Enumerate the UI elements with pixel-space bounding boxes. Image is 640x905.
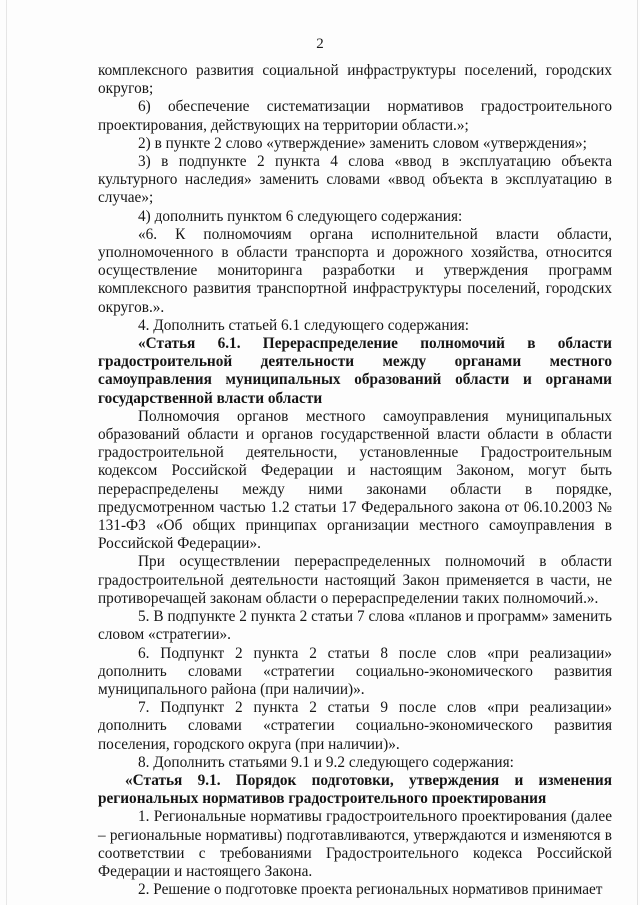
paragraph-p14: 8. Дополнить статьями 9.1 и 9.2 следующего содержания: <box>138 753 514 771</box>
paragraph-p07: 4. Дополнить статьей 6.1 следующего содержания: <box>138 316 470 334</box>
paragraph-p02: 6) обеспечение систематизации нормативов градостроительного проектирования, действующих на территории области.»; <box>98 98 612 134</box>
page-number: 2 <box>316 36 324 52</box>
paragraph-p12: 6. Подпункт 2 пункта 2 статьи 8 после слов «при реализации» дополнить словами «стратегии социально-экономического развития муниципального района (при наличии)». <box>98 644 612 698</box>
paragraph-p05: 4) дополнить пунктом 6 следующего содержания: <box>138 207 463 225</box>
paragraph-p15: «Статья 9.1. Порядок подготовки, утверждения и изменения региональных нормативов градостроительного проектирования <box>98 771 612 808</box>
paragraph-p11: 5. В подпункте 2 пункта 2 статьи 7 слова «планов и программ» заменить словом «стратегии». <box>98 608 612 644</box>
paragraph-p16: 1. Региональные нормативы градостроительного проектирования (далее – региональные нормативы) подготавливаются, утверждаются и изменяются в соответствии с требованиями Градостроительного кодекса Российской Федерации и настоящего Закона. <box>98 808 612 880</box>
paragraph-p03: 2) в пункте 2 слово «утверждение» заменить словом «утверждения»; <box>138 134 587 152</box>
paragraph-p17: 2. Решение о подготовке проекта региональных нормативов принимает <box>138 881 603 899</box>
paragraph-p04: 3) в подпункте 2 пункта 4 слова «ввод в эксплуатацию объекта культурного наследия» заменить словами «ввод объекта в эксплуатацию в случае»; <box>98 153 612 207</box>
document-body <box>98 62 612 899</box>
paragraph-p13: 7. Подпункт 2 пункта 2 статьи 9 после слов «при реализации» дополнить словами «стратегии социально-экономического развития поселения, городского округа (при наличии)». <box>98 699 612 753</box>
scan-edge-right <box>637 0 638 905</box>
paragraph-p08: «Статья 6.1. Перераспределение полномочий в области градостроительной деятельности между органами местного самоуправления муниципальных образований области и органами государственной власти области <box>98 335 612 407</box>
scan-edge-left <box>6 0 7 905</box>
paragraph-p06: «6. К полномочиям органа исполнительной власти области, уполномоченного в области транспорта и дорожного хозяйства, относится осуществление мониторинга разработки и утверждения программ комплексного развития транспортной инфраструктуры поселений, городских округов.». <box>98 225 612 316</box>
paragraph-p01: комплексного развития социальной инфраструктуры поселений, городских округов; <box>98 62 612 98</box>
paragraph-p10: При осуществлении перераспределенных полномочий в области градостроительной деятельности настоящий Закон применяется в части, не противоречащей законам области о перераспределении таких полномочий.». <box>98 553 612 607</box>
paragraph-p09: Полномочия органов местного самоуправления муниципальных образований области и органов государственной власти области в области градостроительной деятельности, установленные Градостроительным кодексом Российской Федерации и настоящим Законом, могут быть перераспределены между ними законами области в порядке, предусмотренном частью 1.2 статьи 17 Федерального закона от 06.10.2003 № 131-ФЗ «Об общих принципах организации местного самоуправления в Российской Федерации». <box>98 407 612 553</box>
